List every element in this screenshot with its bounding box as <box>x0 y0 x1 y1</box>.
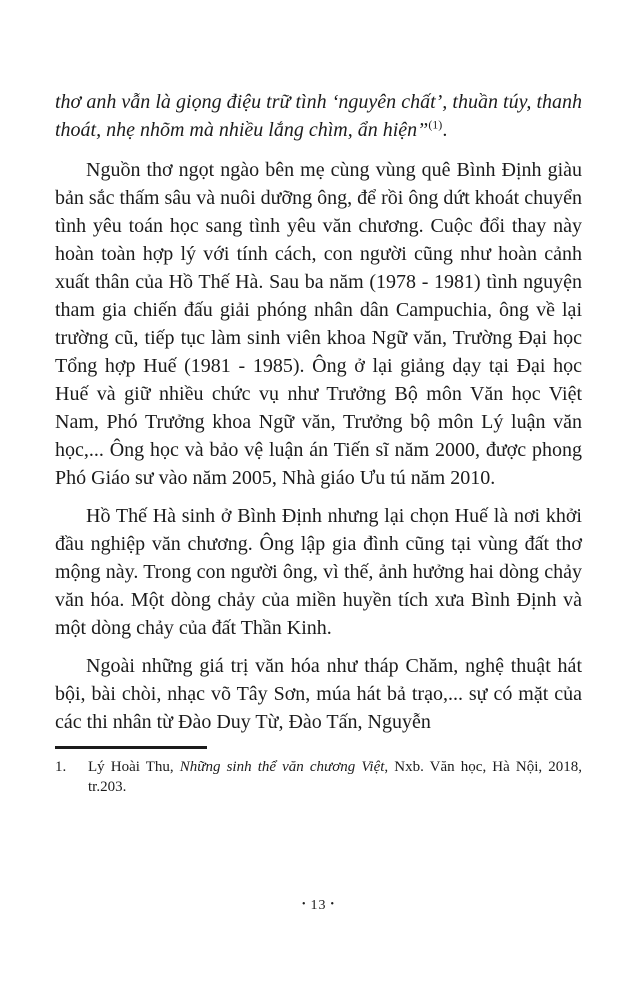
footnote-author: Lý Hoài Thu, <box>88 759 180 775</box>
intro-italic-text: thơ anh vẫn là giọng điệu trữ tình ‘nguyên chất’, thuần túy, thanh thoát, nhẹ nhõm mà nhiều lắng chìm, ẩn hiện” <box>55 91 582 141</box>
footnote-publisher: , Nxb. Văn học, Hà Nội, 2018, tr.203. <box>88 759 583 795</box>
page-number-left-dot: • <box>301 899 307 910</box>
footnote <box>55 757 582 797</box>
page-body-text <box>55 88 582 736</box>
page-number <box>0 898 637 914</box>
intro-paragraph <box>55 88 582 144</box>
page-number-right-dot: • <box>330 899 336 910</box>
footnote-marker: (1) <box>428 117 443 132</box>
paragraph-hue-binh-dinh: Hồ Thế Hà sinh ở Bình Định nhưng lại chọn Huế là nơi khởi đầu nghiệp văn chương. Ông lập gia đình cũng tại vùng đất thơ mộng này. Trong con người ông, vì thế, ảnh hưởng hai dòng chảy văn hóa. Một dòng chảy của miền huyền tích xưa Bình Định và một dòng chảy của đất Thần Kinh. <box>55 505 582 639</box>
footnote-text <box>88 757 582 797</box>
footnote-number: 1. <box>55 759 67 775</box>
page-number-value: 13 <box>310 898 327 913</box>
intro-terminal-period: . <box>442 119 448 141</box>
footnote-book-title: Những sinh thể văn chương Việt <box>179 759 385 775</box>
footnote-separator-rule <box>55 746 207 749</box>
footnote-area <box>55 746 582 797</box>
paragraph-biography: Nguồn thơ ngọt ngào bên mẹ cùng vùng quê Bình Định giàu bản sắc thấm sâu và nuôi dưỡng ông, để rồi ông dứt khoát chuyển tình yêu toán học sang tình yêu văn chương. Cuộc đổi thay này hoàn toàn hợp lý với tính cách, con người cũng như hoàn cảnh xuất thân của Hồ Thế Hà. Sau ba năm (1978 - 1981) tình nguyện tham gia chiến đấu giải phóng nhân dân Campuchia, ông về lại trường cũ, tiếp tục làm sinh viên khoa Ngữ văn, Trường Đại học Tổng hợp Huế (1981 - 1985). Ông ở lại giảng dạy tại Đại học Huế và giữ nhiều chức vụ như Trưởng Bộ môn Văn học Việt Nam, Phó Trưởng khoa Ngữ văn, Trưởng bộ môn Lý luận văn học,... Ông học và bảo vệ luận án Tiến sĩ năm 2000, được phong Phó Giáo sư vào năm 2005, Nhà giáo Ưu tú năm 2010. <box>55 159 582 489</box>
paragraph-culture: Ngoài những giá trị văn hóa như tháp Chăm, nghệ thuật hát bội, bài chòi, nhạc võ Tây Sơn, múa hát bả trạo,... sự có mặt của các thi nhân từ Đào Duy Từ, Đào Tấn, Nguyễn <box>55 655 582 733</box>
